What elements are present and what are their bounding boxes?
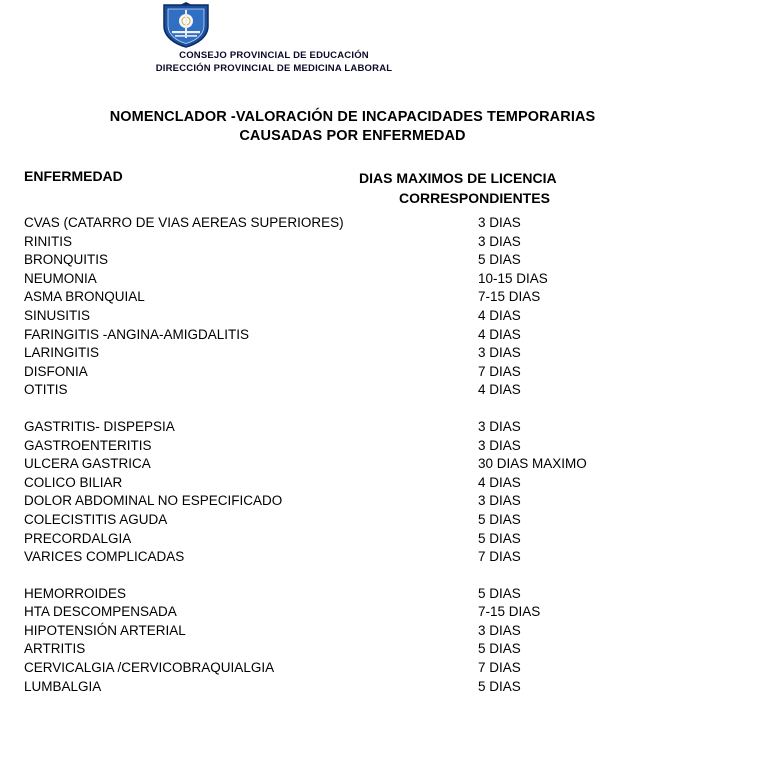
- table-row: [0, 381, 765, 400]
- provincial-crest-icon: [158, 2, 214, 48]
- days-value: 5 DIAS: [478, 585, 521, 601]
- table-row: [0, 270, 765, 289]
- days-value: 10-15 DIAS: [478, 270, 548, 286]
- illness-name: ULCERA GASTRICA: [24, 456, 151, 472]
- days-value: 7 DIAS: [478, 660, 521, 676]
- days-value: 7-15 DIAS: [478, 604, 541, 620]
- table-row: [0, 363, 765, 382]
- page-title-line-2: CAUSADAS POR ENFERMEDAD: [239, 128, 466, 144]
- days-value: 5 DIAS: [478, 511, 521, 527]
- days-value: 5 DIAS: [478, 530, 521, 546]
- org-line-1: CONSEJO PROVINCIAL DE EDUCACIÓN: [179, 50, 369, 61]
- table-row: [0, 288, 765, 307]
- table-row: [0, 622, 765, 641]
- days-value: 4 DIAS: [478, 382, 521, 398]
- page-title-line-1: NOMENCLADOR -VALORACIÓN DE INCAPACIDADES TEMPORARIAS: [109, 109, 596, 125]
- column-headers: [0, 168, 765, 212]
- table-row: [0, 603, 765, 622]
- column-header-days-line-2: CORRESPONDIENTES: [399, 190, 550, 206]
- days-value: 7 DIAS: [478, 549, 521, 565]
- illness-name: HIPOTENSIÓN ARTERIAL: [24, 622, 186, 638]
- days-value: 4 DIAS: [478, 307, 521, 323]
- table-row: [0, 233, 765, 252]
- table-row: [0, 214, 765, 233]
- illness-name: OTITIS: [24, 382, 68, 398]
- table-row: [0, 418, 765, 437]
- illness-name: BRONQUITIS: [24, 252, 109, 268]
- illness-name: FARINGITIS -ANGINA-AMIGDALITIS: [24, 326, 250, 342]
- illness-name: CERVICALGIA /CERVICOBRAQUIALGIA: [24, 660, 275, 676]
- column-header-days-line-1: DIAS MAXIMOS DE LICENCIA: [359, 170, 557, 186]
- days-value: 3 DIAS: [478, 215, 521, 230]
- illness-name: LARINGITIS: [24, 345, 100, 361]
- table-row: [0, 307, 765, 326]
- org-line-2: DIRECCIÓN PROVINCIAL DE MEDICINA LABORAL: [155, 63, 393, 74]
- table-group: [0, 214, 765, 400]
- table-row: [0, 548, 765, 567]
- table-row: [0, 492, 765, 511]
- document-header: [0, 0, 765, 82]
- table-group: [0, 585, 765, 697]
- illness-name: DOLOR ABDOMINAL NO ESPECIFICADO: [24, 493, 283, 509]
- column-header-illness: ENFERMEDAD: [24, 168, 123, 184]
- illness-name: GASTRITIS- DISPEPSIA: [24, 418, 175, 434]
- table-row: [0, 511, 765, 530]
- column-header-days: [359, 168, 557, 208]
- illness-name: COLICO BILIAR: [24, 474, 123, 490]
- days-value: 7-15 DIAS: [478, 289, 541, 305]
- days-value: 30 DIAS MAXIMO: [478, 456, 587, 472]
- days-value: 5 DIAS: [478, 641, 521, 657]
- illness-name: PRECORDALGIA: [24, 530, 132, 546]
- illness-name: ARTRITIS: [24, 641, 86, 657]
- illness-name: NEUMONIA: [24, 270, 97, 286]
- table-row: [0, 585, 765, 604]
- days-value: 5 DIAS: [478, 678, 521, 694]
- illness-name: SINUSITIS: [24, 307, 91, 323]
- illness-name: GASTROENTERITIS: [24, 437, 152, 453]
- table-row: [0, 640, 765, 659]
- days-value: 3 DIAS: [478, 493, 521, 509]
- days-value: 4 DIAS: [478, 474, 521, 490]
- page-title: [0, 108, 765, 146]
- table-row: [0, 344, 765, 363]
- table-row: [0, 455, 765, 474]
- illness-name: LUMBALGIA: [24, 678, 102, 694]
- days-value: 7 DIAS: [478, 363, 521, 379]
- days-value: 3 DIAS: [478, 418, 521, 434]
- days-value: 3 DIAS: [478, 437, 521, 453]
- days-value: 3 DIAS: [478, 622, 521, 638]
- days-value: 5 DIAS: [478, 252, 521, 268]
- days-value: 3 DIAS: [478, 345, 521, 361]
- nomenclator-table: [0, 214, 765, 696]
- illness-name: CVAS (CATARRO DE VIAS AEREAS SUPERIORES): [24, 215, 344, 230]
- table-group: [0, 418, 765, 567]
- illness-name: ASMA BRONQUIAL: [24, 289, 145, 305]
- table-row: [0, 326, 765, 345]
- table-row: [0, 437, 765, 456]
- table-row: [0, 251, 765, 270]
- table-row: [0, 659, 765, 678]
- days-value: 3 DIAS: [478, 233, 521, 249]
- illness-name: DISFONIA: [24, 363, 88, 379]
- table-row: [0, 474, 765, 493]
- illness-name: COLECISTITIS AGUDA: [24, 511, 168, 527]
- illness-name: VARICES COMPLICADAS: [24, 549, 185, 565]
- illness-name: RINITIS: [24, 233, 73, 249]
- table-row: [0, 678, 765, 697]
- days-value: 4 DIAS: [478, 326, 521, 342]
- illness-name: HEMORROIDES: [24, 585, 127, 601]
- organization-name: [64, 49, 484, 75]
- illness-name: HTA DESCOMPENSADA: [24, 604, 177, 620]
- table-row: [0, 530, 765, 549]
